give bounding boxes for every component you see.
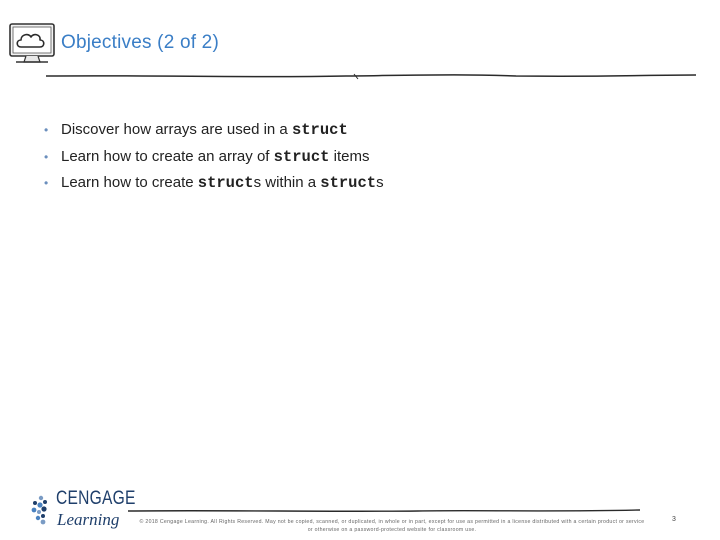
copyright-line-2: or otherwise on a password-protected website for classroom use. xyxy=(307,527,477,533)
copyright-line-1: © 2018 Cengage Learning. All Rights Reserved. May not be copied, scanned, or duplicated, in whole or in part, except for use as permitted in a license distributed with a certain product or service xyxy=(139,519,645,525)
logo-subtext: Learning xyxy=(57,510,120,529)
page-number: 3 xyxy=(672,516,676,523)
footer-divider xyxy=(128,506,640,516)
bullet-text xyxy=(61,120,348,140)
bullet-item xyxy=(44,120,384,147)
bullet-item xyxy=(44,173,384,200)
bullet-text-segment: Learn how to create xyxy=(61,174,198,191)
title-divider xyxy=(46,70,696,82)
bullet-text xyxy=(61,147,369,167)
bullet-marker: • xyxy=(44,149,49,164)
code-keyword: struct xyxy=(291,121,348,139)
bullet-text-segment: items xyxy=(329,147,370,165)
copyright-notice xyxy=(128,518,656,534)
bullet-item xyxy=(44,147,384,174)
bullet-text-segment: s xyxy=(376,174,384,191)
bullet-text-segment: Learn how to create an array of xyxy=(61,147,274,165)
bullet-text xyxy=(61,173,384,193)
bullet-marker: • xyxy=(44,176,49,190)
code-keyword: struct xyxy=(197,174,254,192)
bullet-text-segment: Discover how arrays are used in a xyxy=(61,121,292,138)
page-title: Objectives (2 of 2) xyxy=(61,32,219,53)
code-keyword: struct xyxy=(320,174,377,192)
logo-text: CENGAGE xyxy=(56,488,136,509)
bullet-marker: • xyxy=(44,123,49,137)
bullet-list xyxy=(44,120,384,200)
code-keyword: struct xyxy=(273,147,330,166)
bullet-text-segment: s within a xyxy=(253,174,321,191)
cloud-monitor-icon xyxy=(6,20,58,70)
